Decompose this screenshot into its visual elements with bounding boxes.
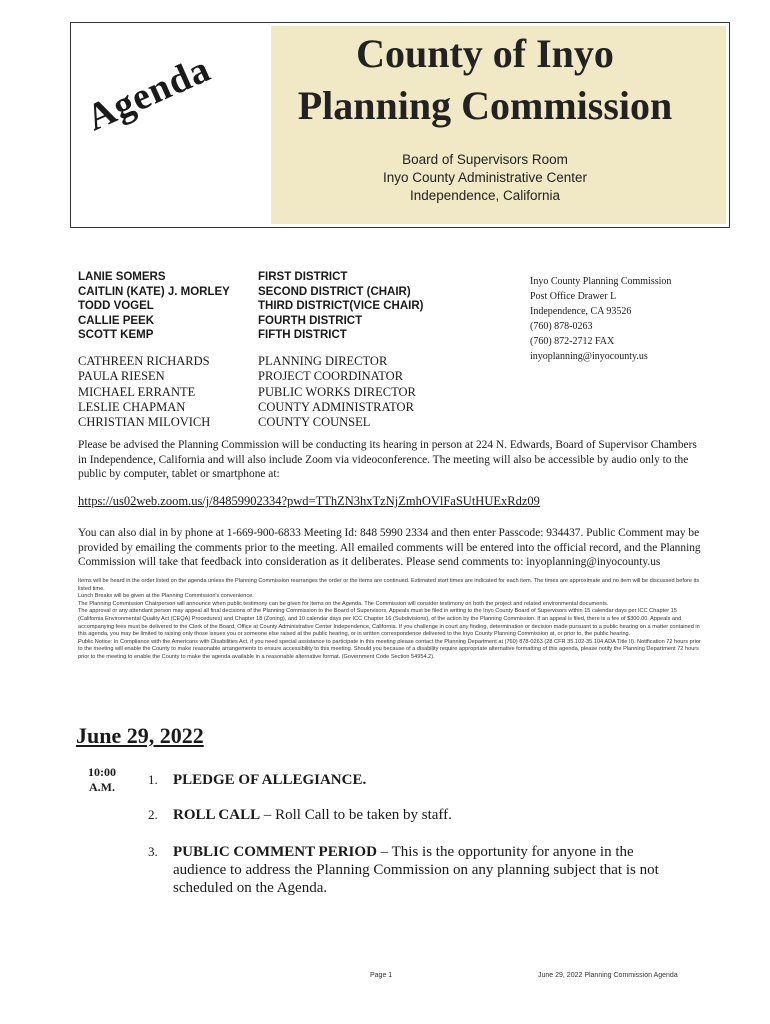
contact-org: Inyo County Planning Commission [530,276,672,287]
contact-block [530,274,671,364]
agenda-heading: Agenda [80,47,217,140]
commissioner-district: THIRD DISTRICT(VICE CHAIR) [258,300,424,312]
commissioner-districts [258,270,423,343]
commissioner-district: FOURTH DISTRICT [258,314,363,327]
staff-name: LESLIE CHAPMAN [78,399,186,414]
contact-email: inyoplanning@inyocounty.us [530,351,648,362]
start-time-meridiem: A.M. [89,780,115,794]
item-number: 2. [148,807,158,822]
footer-doc-title: June 29, 2022 Planning Commission Agenda [538,972,678,979]
staff-role: COUNTY COUNSEL [258,415,371,430]
meeting-date: June 29, 2022 [76,723,204,748]
intro-paragraph: Please be advised the Planning Commission will be conducting its hearing in person at 224 N. Edwards, Board of Supervisor Chambers in Independence, California and will also include Zoom via videoconference. The meeting will also be accessible by audio only to the public by computer, tablet or smartphone at: [78,439,697,481]
commissioner-name: CAITLIN (KATE) J. MORLEY [78,285,230,298]
item-number: 3. [148,844,158,859]
staff-names [78,354,210,430]
fine-print-testimony: The Planning Commission Chairperson will announce when public testimony can be given for items on the Agenda. The Commission will consider testimony on both the project and related environmental documents. [78,600,609,607]
contact-po-box: Post Office Drawer L [530,291,617,302]
fine-print [78,578,702,662]
location-room: Board of Supervisors Room [402,152,568,167]
staff-role: PUBLIC WORKS DIRECTOR [258,384,416,399]
staff-role: PROJECT COORDINATOR [258,369,404,384]
commissioner-names [78,270,230,343]
location-building: Inyo County Administrative Center [382,170,588,185]
commissioner-district: FIFTH DISTRICT [258,329,347,341]
staff-name: CATHREEN RICHARDS [78,354,210,368]
contact-fax: (760) 872-2712 FAX [530,336,615,347]
staff-name: PAULA RIESEN [78,369,165,384]
fine-print-lunch: Lunch Breaks will be given at the Planning Commission's convenience. [78,593,254,600]
item-detail: – Roll Call to be taken by staff. [260,807,452,823]
commissioner-name: LANIE SOMERS [78,271,166,283]
zoom-link[interactable]: https://us02web.zoom.us/j/84859902334?pwd=TThZN3hxTzNjZmhOVlFaSUtHUExRdz09 [78,494,540,508]
commissioner-district: FIRST DISTRICT [258,271,348,283]
page-number: Page 1 [370,972,393,979]
location-city: Independence, California [409,188,561,203]
staff-name: CHRISTIAN MILOVICH [78,415,211,430]
staff-role: PLANNING DIRECTOR [258,354,388,368]
commission-title: Planning Commission [297,83,673,128]
fine-print-order: Items will be heard in the order listed on the agenda unless the Planning Commission rearranges the order or the items are continued. Estimated start times are indicated for each item. The times are approximate and no item will be discussed before its listed time. [78,578,700,592]
item-number: 1. [148,772,158,787]
start-time [88,765,116,795]
staff-roles [258,354,416,430]
item-detail: – This is the opportunity for anyone in the audience to address the Planning Commission on any planning subject that is not scheduled on the Agenda. [173,844,659,896]
commissioner-name: CALLIE PEEK [78,314,155,327]
item-title: PLEDGE OF ALLEGIANCE. [173,772,367,788]
commissioner-district: SECOND DISTRICT (CHAIR) [258,285,411,298]
fine-print-ada-notice: Public Notice: In Compliance with the Americans with Disabilities Act, if you need special assistance to participate in this meeting please contact the Planning Department at (760) 878-0263 (28 CFR 35.102-35.104 ADA Title II). Notification 72 hours prior to the meeting will enable the County to make reasonable arrangements to ensure accessibility to this meeting. Should you because of a disability require appropriate alternative formatting of this agenda, please notify the Planning Department 72 hours prior to the meeting to enable the County to make the agenda available in a reasonable alternative format. (Government Code Section 54954.2). [78,638,701,660]
item-text [173,843,683,897]
fine-print-appeals: The approval or any attendant person may appeal all final decisions of the Planning Commission to the Board of Supervisors. Appeals must be filed in writing to the Inyo County Board of Supervisors within 15 calendar days per ICC Chapter 15 (California Environmental Quality Act (CEQA) Procedures) and Chapter 18 (Zoning), and 10 calendar days per ICC Chapter 16 (Subdivisions), of the action by the Planning Commission. If an appeal is filed, there is a fee of $300.00. Appeals and accompanying fees must be delivered to the Clerk of the Board, Office at County Administrative Center Independence, California. If you challenge in court any finding, determination or decision made pursuant to a public hearing on a matter contained in this agenda, you may be limited to raising only those issues you or someone else raised at the public hearing, or in written correspondence delivered to the Inyo County Planning Commission at, or prior to, the public hearing. [78,608,700,638]
commissioner-name: TODD VOGEL [78,300,154,312]
item-text [173,806,683,824]
staff-name: MICHAEL ERRANTE [78,384,196,399]
dial-in-paragraph: You can also dial in by phone at 1-669-900-6833 Meeting Id: 848 5990 2334 and then enter Passcode: 934437. Public Comment may be provided by emailing the comments prior to the meeting. All emailed comments will be entered into the official record, and the Planning Commission will take that feedback into consideration as it deliberates. Please send comments to: inyoplanning@inyocounty.us [78,527,701,569]
commissioner-name: SCOTT KEMP [78,329,154,341]
item-text [173,771,683,789]
staff-role: COUNTY ADMINISTRATOR [258,399,414,414]
contact-city: Independence, CA 93526 [530,306,632,317]
item-title: PUBLIC COMMENT PERIOD [173,844,377,860]
start-time-hour: 10:00 [88,765,116,779]
item-title: ROLL CALL [173,807,261,823]
contact-phone: (760) 878-0263 [530,321,593,332]
county-title: County of Inyo [356,31,614,76]
